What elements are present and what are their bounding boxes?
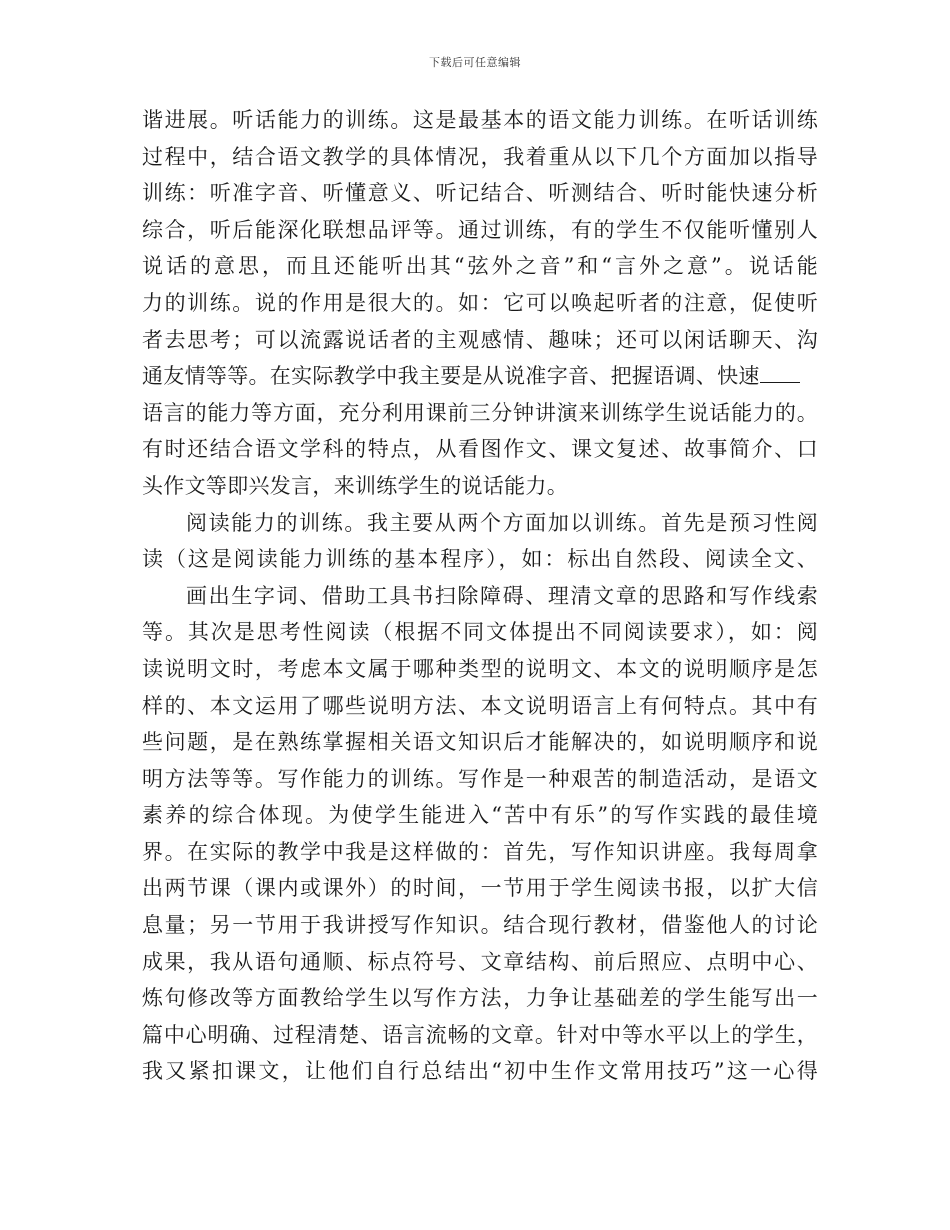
text-line-2: 过程中，结合语文教学的具体情况，我着重从以下几个方面加以指导 [142, 144, 818, 169]
text-line-21: 界。在实际的教学中我是这样做的：首先，写作知识讲座。我每周拿 [142, 839, 818, 864]
text-line-18: 些问题，是在熟练掌握相关语文知识后才能解决的，如说明顺序和说 [142, 730, 818, 755]
text-line-1: 谐进展。听话能力的训练。这是最基本的语文能力训练。在听话训练 [142, 108, 818, 132]
text-line-13: 读（这是阅读能力训练的基本程序），如：标出自然段、阅读全文、 [142, 547, 818, 572]
text-line-9: 语言的能力等方面，充分利用课前三分钟讲演来训练学生说话能力的。 [142, 400, 818, 425]
text-line-7: 者去思考；可以流露说话者的主观感情、趣味；还可以闲话聊天、沟 [142, 327, 818, 352]
text-line-20: 素养的综合体现。为使学生能进入“苦中有乐”的写作实践的最佳境 [142, 803, 818, 828]
text-line-22: 出两节课（课内或课外）的时间，一节用于学生阅读书报，以扩大信 [142, 876, 818, 901]
text-line-26: 篇中心明确、过程清楚、语言流畅的文章。针对中等水平以上的学生， [142, 1022, 818, 1047]
page-header: 下载后可任意编辑 [429, 56, 521, 69]
text-line-14: 画出生字词、借助工具书扫除障碍、理清文章的思路和写作线索 [186, 583, 818, 608]
text-line-5: 说话的意思，而且还能听出其“弦外之音”和“言外之意”。说话能 [142, 254, 818, 279]
text-line-19: 明方法等等。写作能力的训练。写作是一种艰苦的制造活动，是语文 [142, 766, 818, 791]
text-line-8-text: 通友情等等。在实际教学中我主要是从说准字音、把握语调、快速 [142, 364, 760, 389]
text-line-16: 读说明文时，考虑本文属于哪种类型的说明文、本文的说明顺序是怎 [142, 656, 818, 681]
text-line-27: 我又紧扣课文，让他们自行总结出“初中生作文常用技巧”这一心得 [142, 1059, 818, 1084]
text-line-11: 头作文等即兴发言，来训练学生的说话能力。 [142, 473, 568, 498]
fill-in-blank [760, 360, 800, 383]
text-line-6: 力的训练。说的作用是很大的。如：它可以唤起听者的注意，促使听 [142, 290, 818, 315]
text-line-12: 阅读能力的训练。我主要从两个方面加以训练。首先是预习性阅 [186, 510, 818, 535]
text-line-17: 样的、本文运用了哪些说明方法、本文说明语言上有何特点。其中有 [142, 693, 818, 718]
text-line-10: 有时还结合语文学科的特点，从看图作文、课文复述、故事简介、口 [142, 437, 818, 462]
text-line-25: 炼句修改等方面教给学生以写作方法，力争让基础差的学生能写出一 [142, 986, 818, 1011]
text-line-4: 综合，听后能深化联想品评等。通过训练，有的学生不仅能听懂别人 [142, 217, 818, 242]
text-line-24: 成果，我从语句通顺、标点符号、文章结构、前后照应、点明中心、 [142, 949, 818, 974]
document-body [142, 102, 818, 1090]
text-line-8 [142, 358, 818, 395]
text-line-3: 训练：听准字音、听懂意义、听记结合、听测结合、听时能快速分析 [142, 181, 818, 206]
text-line-23: 息量；另一节用于我讲授写作知识。结合现行教材，借鉴他人的讨论 [142, 913, 818, 938]
text-line-15: 等。其次是思考性阅读（根据不同文体提出不同阅读要求），如：阅 [142, 620, 818, 645]
